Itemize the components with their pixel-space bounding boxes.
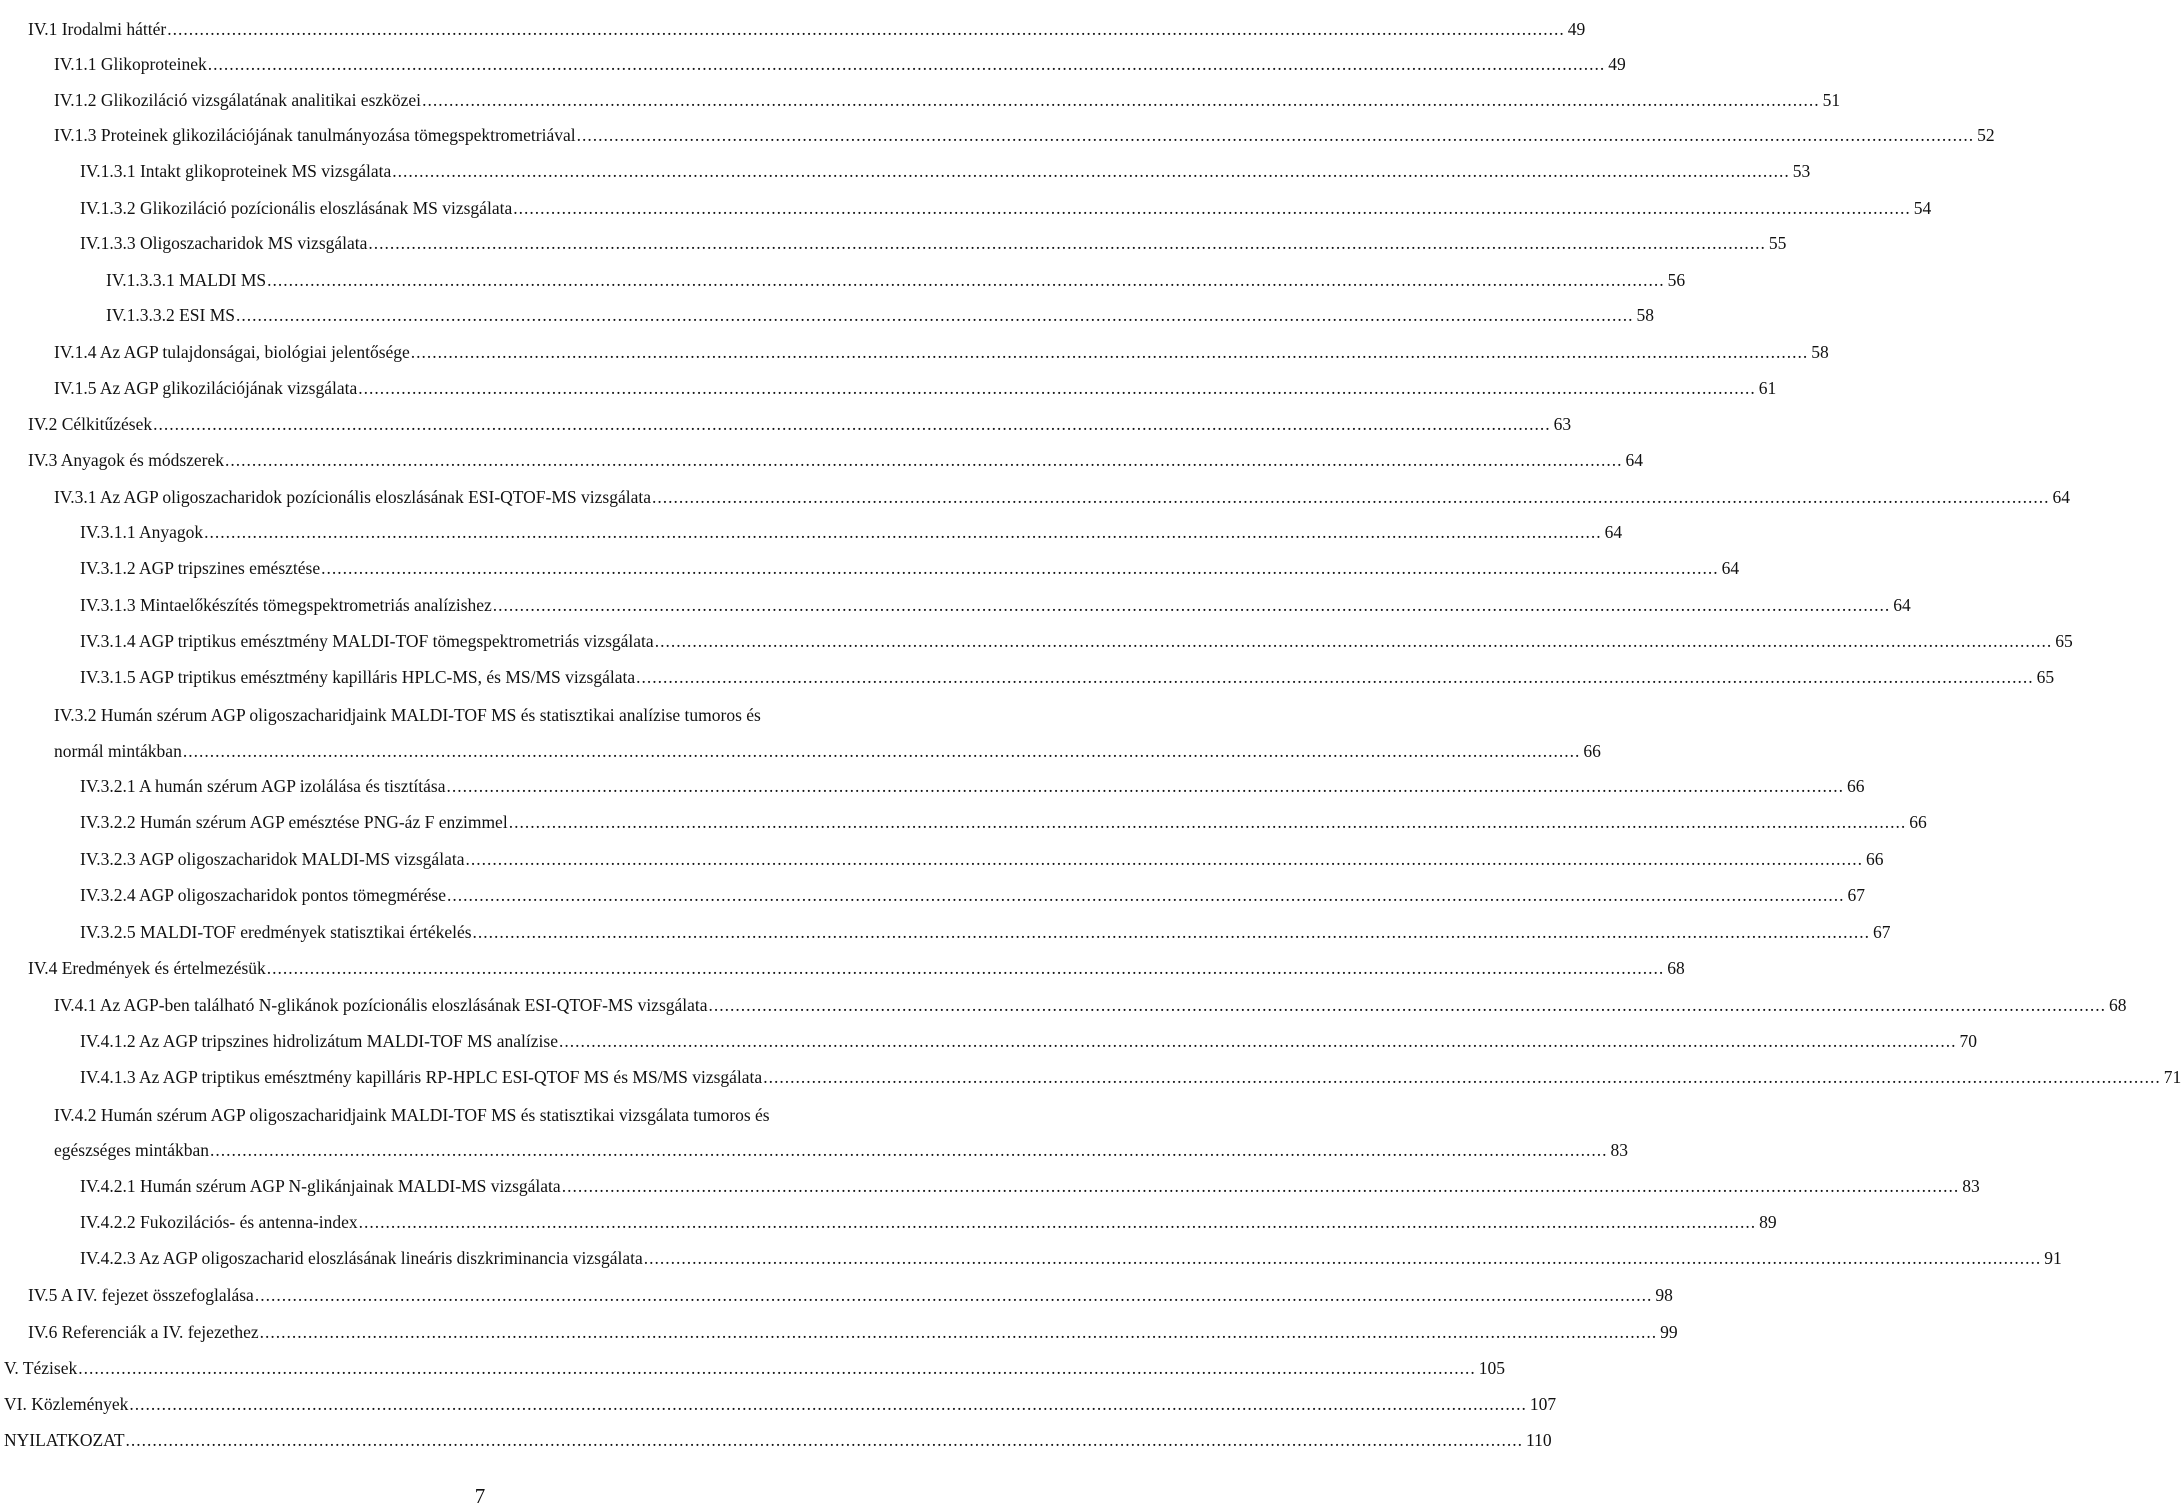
- toc-entry-page: 110: [1526, 1430, 1552, 1450]
- dot-leader: ....................................................................................................................................................................................................................................................................: [125, 1430, 1524, 1450]
- toc-entry-page: 49: [1567, 19, 1586, 39]
- toc-entry[interactable]: [80, 921, 1891, 943]
- toc-entry-page: 53: [1792, 161, 1811, 181]
- toc-entry-title: IV.1.3.3.2 ESI MS: [106, 305, 236, 325]
- toc-entry[interactable]: [28, 1284, 1673, 1306]
- toc-entry-title: IV.1.2 Glikoziláció vizsgálatának analitikai eszközei: [54, 90, 422, 110]
- dot-leader: ....................................................................................................................................................................................................................................................................: [513, 198, 1911, 218]
- toc-entry-title-continued: normál mintákban: [54, 741, 182, 761]
- toc-entry-page: 68: [2109, 995, 2127, 1015]
- dot-leader: ....................................................................................................................................................................................................................................................................: [636, 667, 2034, 687]
- toc-entry-title: IV.3.1.4 AGP triptikus emésztmény MALDI-TOF tömegspektrometriás vizsgálata: [80, 631, 654, 651]
- dot-leader: ....................................................................................................................................................................................................................................................................: [225, 450, 1623, 470]
- toc-entry[interactable]: [54, 341, 1829, 363]
- toc-entry-page: 52: [1977, 125, 1995, 145]
- toc-entry-page: 67: [1873, 922, 1891, 942]
- dot-leader: ....................................................................................................................................................................................................................................................................: [167, 19, 1565, 39]
- toc-entry[interactable]: [28, 957, 1685, 979]
- toc-entry-page: 64: [1893, 595, 1911, 615]
- dot-leader: ....................................................................................................................................................................................................................................................................: [78, 1358, 1476, 1378]
- toc-entry[interactable]: [80, 775, 1865, 797]
- dot-leader: ....................................................................................................................................................................................................................................................................: [321, 558, 1719, 578]
- dot-leader: ....................................................................................................................................................................................................................................................................: [472, 922, 1871, 942]
- toc-entry-title: IV.1 Irodalmi háttér: [28, 19, 167, 39]
- toc-entry[interactable]: [80, 557, 1740, 579]
- toc-entry-page: 55: [1768, 233, 1787, 253]
- toc-entry[interactable]: [54, 994, 2127, 1016]
- toc-entry-page: 89: [1759, 1212, 1777, 1232]
- toc-entry[interactable]: [80, 521, 1623, 543]
- toc-entry[interactable]: [54, 486, 2070, 508]
- toc-entry-title: IV.4.1.2 Az AGP tripszines hidrolizátum MALDI-TOF MS analízise: [80, 1031, 558, 1051]
- toc-entry[interactable]: [106, 304, 1655, 326]
- dot-leader: ....................................................................................................................................................................................................................................................................: [654, 631, 2053, 651]
- toc-entry[interactable]: [80, 811, 1927, 833]
- toc-entry-page: 64: [1721, 558, 1740, 578]
- toc-entry[interactable]: [4, 1357, 1505, 1379]
- toc-entry-page: 98: [1655, 1285, 1673, 1305]
- toc-entry[interactable]: [54, 89, 1841, 111]
- toc-entry-page: 54: [1913, 198, 1932, 218]
- dot-leader: ....................................................................................................................................................................................................................................................................: [763, 1067, 2161, 1087]
- toc-entry-page: 66: [1909, 812, 1927, 832]
- toc-entry[interactable]: [80, 1066, 2181, 1088]
- toc-entry-page: 65: [2036, 667, 2055, 687]
- toc-entry[interactable]: [80, 848, 1884, 870]
- toc-entry-title: IV.3.2.5 MALDI-TOF eredmények statisztikai értékelés: [80, 922, 472, 942]
- dot-leader: ....................................................................................................................................................................................................................................................................: [465, 849, 1863, 869]
- toc-entry-title: IV.3.1 Az AGP oligoszacharidok pozícionális eloszlásának ESI-QTOF-MS vizsgálata: [54, 487, 651, 507]
- toc-entry-page: 105: [1478, 1358, 1505, 1378]
- dot-leader: ....................................................................................................................................................................................................................................................................: [447, 885, 1845, 905]
- toc-entry-page: 64: [1625, 450, 1644, 470]
- toc-entry-title: IV.1.3.3 Oligoszacharidok MS vizsgálata: [80, 233, 368, 253]
- toc-entry-page: 49: [1608, 54, 1626, 74]
- dot-leader: ....................................................................................................................................................................................................................................................................: [236, 305, 1634, 325]
- dot-leader: ....................................................................................................................................................................................................................................................................: [558, 1031, 1957, 1051]
- toc-entry-page: 83: [1610, 1140, 1629, 1160]
- toc-entry-page: 58: [1811, 342, 1829, 362]
- toc-entry-page: 66: [1865, 849, 1884, 869]
- toc-entry-page: 63: [1553, 414, 1572, 434]
- toc-entry[interactable]: [80, 1175, 1980, 1197]
- toc-entry-page: 83: [1962, 1176, 1980, 1196]
- toc-entry-page: 58: [1636, 305, 1655, 325]
- toc-entry-page: 61: [1758, 378, 1777, 398]
- toc-entry-title: IV.4.2.1 Humán szérum AGP N-glikánjainak MALDI-MS vizsgálata: [80, 1176, 561, 1196]
- dot-leader: ....................................................................................................................................................................................................................................................................: [210, 1140, 1608, 1160]
- toc-entry-title: NYILATKOZAT: [4, 1430, 125, 1450]
- toc-entry-title: IV.1.5 Az AGP glikozilációjának vizsgálata: [54, 378, 358, 398]
- toc-entry-title: IV.2 Célkitűzések: [28, 414, 153, 434]
- toc-entry[interactable]: [54, 124, 1995, 146]
- dot-leader: ....................................................................................................................................................................................................................................................................: [368, 233, 1766, 253]
- dot-leader: ....................................................................................................................................................................................................................................................................: [576, 125, 1975, 145]
- toc-entry[interactable]: [54, 1139, 1629, 1161]
- dot-leader: ....................................................................................................................................................................................................................................................................: [254, 1285, 1653, 1305]
- toc-entry[interactable]: [54, 740, 1601, 762]
- dot-leader: ....................................................................................................................................................................................................................................................................: [207, 54, 1606, 74]
- toc-entry-page: 67: [1847, 885, 1865, 905]
- toc-entry-page: 70: [1959, 1031, 1977, 1051]
- toc-entry-page: 51: [1822, 90, 1841, 110]
- toc-entry-title: IV.3.2 Humán szérum AGP oligoszacharidjaink MALDI-TOF MS és statisztikai analízise tumoros és: [54, 705, 761, 725]
- toc-entry-title: IV.4 Eredmények és értelmezésük: [28, 958, 266, 978]
- toc-entry[interactable]: [80, 197, 1932, 219]
- toc-entry-title: IV.1.4 Az AGP tulajdonságai, biológiai jelentősége: [54, 342, 410, 362]
- toc-entry[interactable]: [4, 1429, 1552, 1451]
- toc-entry-title: IV.3.1.3 Mintaelőkészítés tömegspektrometriás analízishez: [80, 595, 492, 615]
- dot-leader: ....................................................................................................................................................................................................................................................................: [358, 1212, 1757, 1232]
- toc-entry-title: IV.3.2.1 A humán szérum AGP izolálása és tisztítása: [80, 776, 446, 796]
- toc-entry-title: IV.3.1.1 Anyagok: [80, 522, 204, 542]
- toc-entry-page: 64: [1604, 522, 1623, 542]
- toc-entry-page: 66: [1847, 776, 1865, 796]
- toc-entry[interactable]: [106, 269, 1686, 291]
- toc-entry[interactable]: [54, 377, 1777, 399]
- toc-entry-title: V. Tézisek: [4, 1358, 78, 1378]
- dot-leader: ....................................................................................................................................................................................................................................................................: [129, 1394, 1527, 1414]
- dot-leader: ....................................................................................................................................................................................................................................................................: [266, 958, 1665, 978]
- toc-entry[interactable]: [28, 413, 1572, 435]
- toc-entry[interactable]: [80, 666, 2055, 688]
- toc-entry-page: 66: [1583, 741, 1601, 761]
- toc-entry[interactable]: [28, 1321, 1678, 1343]
- toc-entry[interactable]: [28, 449, 1644, 471]
- dot-leader: ....................................................................................................................................................................................................................................................................: [267, 270, 1665, 290]
- dot-leader: ....................................................................................................................................................................................................................................................................: [182, 741, 1581, 761]
- toc-entry-title: IV.4.2.3 Az AGP oligoszacharid eloszlásának lineáris diszkriminancia vizsgálata: [80, 1248, 643, 1268]
- toc-entry-title: IV.3.2.3 AGP oligoszacharidok MALDI-MS vizsgálata: [80, 849, 465, 869]
- toc-entry-page: 91: [2044, 1248, 2062, 1268]
- toc-entry-title: IV.1.3 Proteinek glikozilációjának tanulmányozása tömegspektrometriával: [54, 125, 576, 145]
- dot-leader: ....................................................................................................................................................................................................................................................................: [392, 161, 1790, 181]
- dot-leader: ....................................................................................................................................................................................................................................................................: [153, 414, 1551, 434]
- toc-entry-title: IV.4.1.3 Az AGP triptikus emésztmény kapilláris RP-HPLC ESI-QTOF MS és MS/MS vizsgálata: [80, 1067, 763, 1087]
- dot-leader: ....................................................................................................................................................................................................................................................................: [358, 378, 1756, 398]
- dot-leader: ....................................................................................................................................................................................................................................................................: [422, 90, 1820, 110]
- page-number: 7: [474, 1484, 486, 1508]
- toc-entry-title: IV.1.3.2 Glikoziláció pozícionális eloszlásának MS vizsgálata: [80, 198, 513, 218]
- toc-entry[interactable]: [54, 53, 1626, 75]
- toc-entry-title: IV.3.1.5 AGP triptikus emésztmény kapilláris HPLC-MS, és MS/MS vizsgálata: [80, 667, 636, 687]
- toc-entry-title: IV.5 A IV. fejezet összefoglalása: [28, 1285, 254, 1305]
- dot-leader: ....................................................................................................................................................................................................................................................................: [643, 1248, 2042, 1268]
- toc-entry-title: VI. Közlemények: [4, 1394, 129, 1414]
- dot-leader: ....................................................................................................................................................................................................................................................................: [410, 342, 1809, 362]
- dot-leader: ....................................................................................................................................................................................................................................................................: [708, 995, 2107, 1015]
- toc-entry[interactable]: [80, 232, 1787, 254]
- toc-entry-page: 56: [1667, 270, 1686, 290]
- toc-entry-title: IV.6 Referenciák a IV. fejezethez: [28, 1322, 259, 1342]
- toc-entry-title: IV.4.2.2 Fukozilációs- és antenna-index: [80, 1212, 358, 1232]
- toc-entry-title: IV.3.2.2 Humán szérum AGP emésztése PNG-áz F enzimmel: [80, 812, 508, 832]
- toc-entry-page: 107: [1529, 1394, 1557, 1414]
- dot-leader: ....................................................................................................................................................................................................................................................................: [652, 487, 2050, 507]
- toc-entry[interactable]: [80, 884, 1865, 906]
- toc-entry[interactable]: [80, 594, 1911, 616]
- dot-leader: ....................................................................................................................................................................................................................................................................: [561, 1176, 1960, 1196]
- toc-entry-title: IV.3.1.2 AGP tripszines emésztése: [80, 558, 321, 578]
- toc-entry[interactable]: [80, 630, 2073, 652]
- dot-leader: ....................................................................................................................................................................................................................................................................: [204, 522, 1602, 542]
- dot-leader: ....................................................................................................................................................................................................................................................................: [446, 776, 1845, 796]
- toc-entry[interactable]: [28, 18, 1586, 40]
- toc-entry[interactable]: [80, 1247, 2062, 1269]
- toc-entry-title: IV.3.2.4 AGP oligoszacharidok pontos tömegmérése: [80, 885, 446, 905]
- toc-entry-title: IV.4.2 Humán szérum AGP oligoszacharidjaink MALDI-TOF MS és statisztikai vizsgálata tumoros és: [54, 1105, 770, 1125]
- toc-entry[interactable]: [80, 1030, 1977, 1052]
- toc-entry-title: IV.1.1 Glikoproteinek: [54, 54, 207, 74]
- toc-entry[interactable]: [80, 1211, 1777, 1233]
- toc-entry-title: IV.4.1 Az AGP-ben található N-glikánok pozícionális eloszlásának ESI-QTOF-MS vizsgálata: [54, 995, 708, 1015]
- toc-entry-title: IV.3 Anyagok és módszerek: [28, 450, 225, 470]
- toc-entry[interactable]: [80, 160, 1811, 182]
- toc-entry-title: IV.1.3.3.1 MALDI MS: [106, 270, 267, 290]
- dot-leader: ....................................................................................................................................................................................................................................................................: [492, 595, 1891, 615]
- toc-entry-title: IV.1.3.1 Intakt glikoproteinek MS vizsgálata: [80, 161, 392, 181]
- toc-entry-page: 64: [2052, 487, 2070, 507]
- dot-leader: ....................................................................................................................................................................................................................................................................: [259, 1322, 1658, 1342]
- toc-entry-page: 68: [1667, 958, 1685, 978]
- toc-entry-page: 99: [1660, 1322, 1678, 1342]
- toc-entry[interactable]: [4, 1393, 1557, 1415]
- toc-entry-title-continued: egészséges mintákban: [54, 1140, 210, 1160]
- toc-entry-page: 71: [2163, 1067, 2181, 1087]
- toc-entry-page: 65: [2055, 631, 2073, 651]
- dot-leader: ....................................................................................................................................................................................................................................................................: [508, 812, 1907, 832]
